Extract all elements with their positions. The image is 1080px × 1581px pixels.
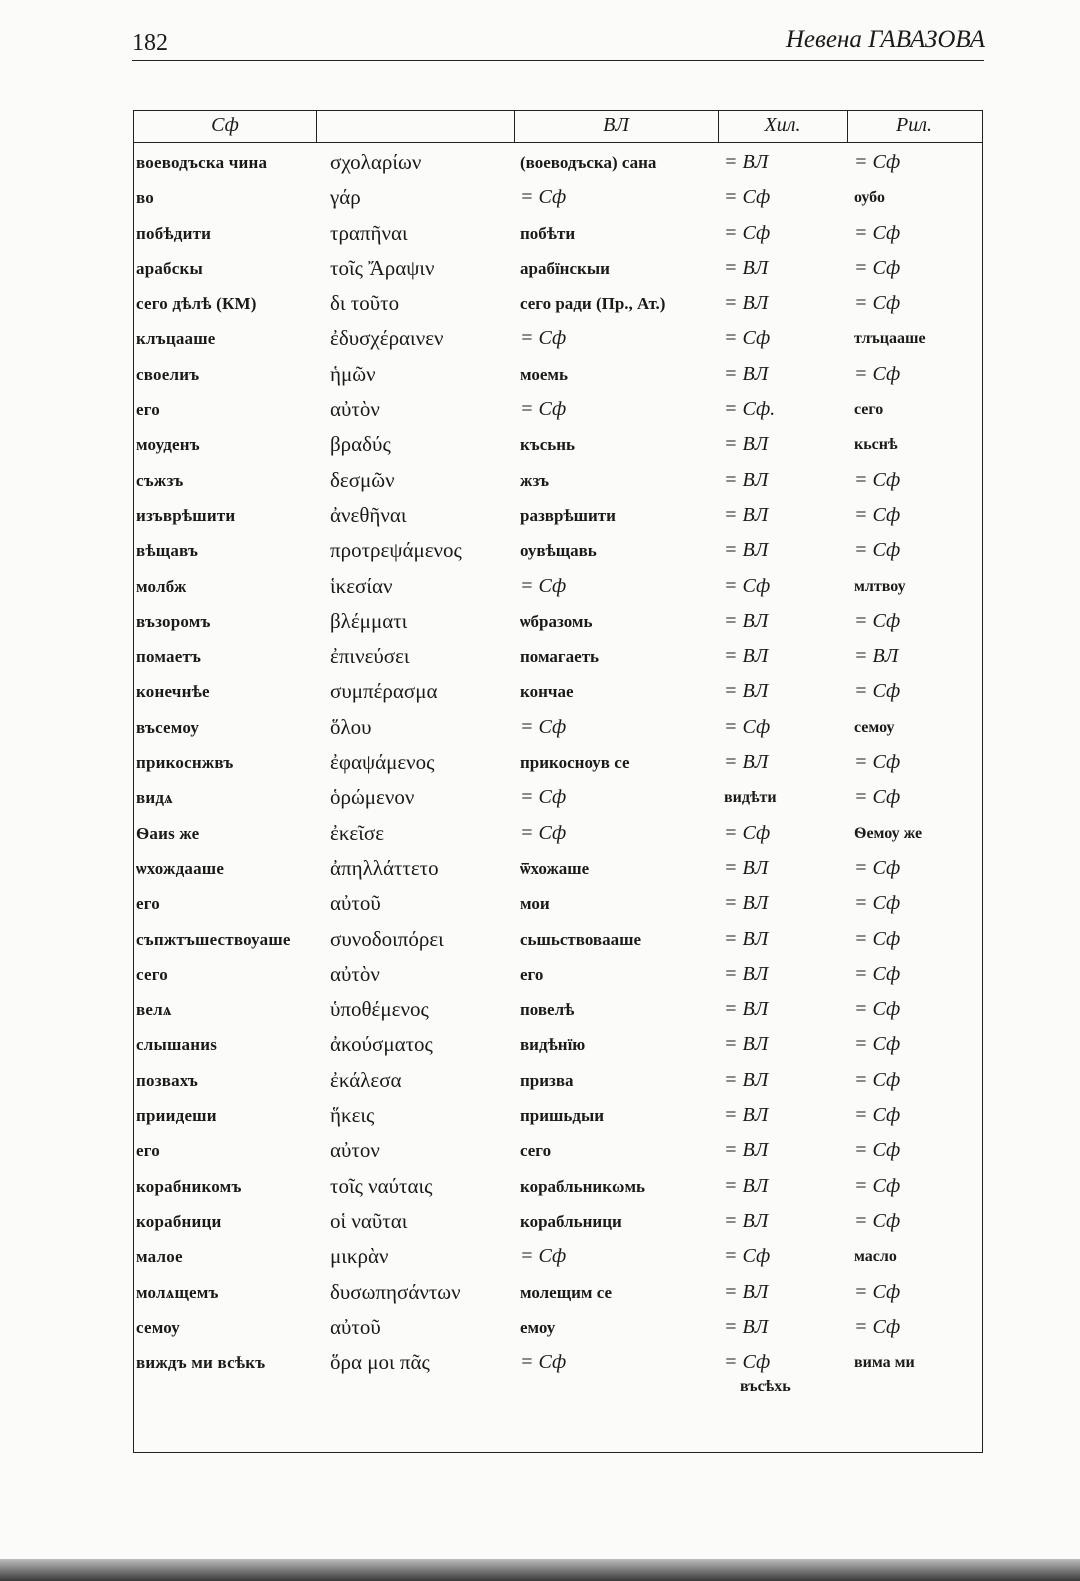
cell-sf: моуденъ	[136, 435, 200, 455]
cell-greek: οἱ ναῦται	[330, 1208, 408, 1233]
cell-greek: ἡμῶν	[330, 361, 376, 386]
cell-vl: = Сф	[520, 715, 567, 738]
table-row	[134, 180, 982, 215]
cell-vl: сьшьствовааше	[520, 929, 641, 949]
cell-ril: = Сф	[854, 292, 901, 315]
table-row	[134, 533, 982, 568]
cell-greek: προτρεψάμενος	[330, 538, 462, 563]
cell-ril: масло	[854, 1248, 897, 1266]
table-row	[134, 1310, 982, 1345]
cell-greek: δεσμῶν	[330, 467, 395, 492]
cell-vl: мои	[520, 894, 550, 914]
comparison-table	[133, 110, 983, 1453]
cell-greek: ἀνεθῆναι	[330, 502, 407, 527]
cell-vl: его	[520, 964, 544, 984]
cell-sf: малое	[136, 1247, 183, 1267]
cell-ril: = Сф	[854, 962, 901, 985]
table-row	[134, 251, 982, 286]
cell-vl: = Сф	[520, 186, 567, 209]
cell-hil: видѣти	[724, 789, 777, 807]
cell-vl: призва	[520, 1070, 574, 1090]
cell-sf: видѧ	[136, 788, 173, 808]
table-row	[134, 145, 982, 180]
cell-vl: ѡбразомь	[520, 611, 593, 631]
cell-hil: = Сф	[724, 1351, 771, 1374]
cell-sf: изъврѣшити	[136, 505, 236, 525]
cell-hil: = ВЛ	[724, 151, 769, 173]
cell-sf: его	[136, 1141, 160, 1161]
table-row	[134, 992, 982, 1027]
cell-greek: ὅρα μοι πᾶς	[330, 1350, 430, 1375]
table-body	[134, 145, 982, 1380]
cell-hil: = Сф	[724, 186, 771, 209]
cell-greek: τοῖς ναύταις	[330, 1173, 433, 1198]
cell-sf: велѧ	[136, 1000, 172, 1020]
cell-greek: ἀπηλλάττετο	[330, 855, 439, 880]
cell-vl: = Сф	[520, 786, 567, 809]
cell-sf: конечнѣе	[136, 682, 210, 702]
cell-hil: = ВЛ	[724, 856, 769, 879]
cell-greek: δυσωπησάντων	[330, 1279, 461, 1304]
continuation-text: въсѣхь	[740, 1378, 791, 1395]
cell-vl: = Сф	[520, 327, 567, 350]
cell-vl: видѣнїю	[520, 1035, 586, 1055]
cell-ril: = Сф	[854, 927, 901, 950]
cell-hil: = Сф	[724, 574, 771, 597]
table-row	[134, 851, 982, 886]
table-row	[134, 216, 982, 251]
cell-ril: = Сф	[854, 1104, 901, 1127]
cell-greek: δι τοῦτο	[330, 291, 400, 316]
cell-sf: прикоснжвъ	[136, 753, 234, 773]
cell-ril: = Сф	[854, 221, 901, 244]
cell-hil: = ВЛ	[724, 468, 769, 491]
cell-vl: късьнь	[520, 435, 576, 455]
cell-vl: ѿхожаше	[520, 858, 590, 878]
cell-hil: = Сф	[724, 1245, 771, 1268]
table-row	[134, 498, 982, 533]
cell-vl: разврѣшити	[520, 505, 616, 525]
cell-greek: ὑποθέμενος	[330, 997, 429, 1022]
cell-hil: = ВЛ	[724, 998, 769, 1021]
cell-sf: помаетъ	[136, 647, 202, 667]
table-row	[134, 1239, 982, 1274]
cell-hil: = ВЛ	[724, 292, 769, 315]
running-head: Невена ГАВАЗОВА	[785, 26, 985, 53]
cell-greek: ἱκεσίαν	[330, 573, 393, 598]
cell-vl: корабльникωмь	[520, 1176, 646, 1196]
cell-sf: семоу	[136, 1317, 181, 1337]
table-row	[134, 1345, 982, 1380]
table-row	[134, 639, 982, 674]
cell-vl: = Сф	[520, 821, 567, 844]
table-row	[134, 1027, 982, 1062]
cell-vl: сего	[520, 1141, 552, 1161]
cell-greek: τοῖς Ἄραψιν	[330, 255, 435, 280]
cell-vl: побѣти	[520, 223, 576, 243]
cell-greek: μικρὰν	[330, 1244, 389, 1269]
table-row	[134, 1133, 982, 1168]
cell-sf: приидеши	[136, 1106, 217, 1126]
column-header-vl: ВЛ	[603, 114, 629, 136]
cell-sf: ѡхождааше	[136, 858, 225, 878]
cell-greek: αὐτοῦ	[330, 1314, 381, 1339]
cell-ril: = Сф	[854, 751, 901, 774]
cell-greek: ὅλου	[330, 714, 372, 739]
cell-sf: молѧщемъ	[136, 1282, 219, 1302]
scan-edge	[0, 1559, 1080, 1581]
cell-ril: = Сф	[854, 503, 901, 526]
cell-ril: = Сф	[854, 998, 901, 1021]
cell-sf: сего	[136, 964, 168, 984]
cell-hil: = Сф	[724, 715, 771, 738]
cell-sf: молбж	[136, 576, 187, 596]
cell-ril: = ВЛ	[854, 645, 899, 668]
table-row	[134, 569, 982, 604]
cell-sf: сего дѣлѣ (КМ)	[136, 294, 257, 314]
cell-hil: = Сф	[724, 327, 771, 350]
table-row	[134, 286, 982, 321]
cell-vl: прикосноув се	[520, 753, 630, 773]
table-row	[134, 745, 982, 780]
table-row	[134, 710, 982, 745]
cell-ril: вима ми	[854, 1354, 915, 1372]
cell-vl: = Сф	[520, 1351, 567, 1374]
cell-sf: възоромъ	[136, 611, 211, 631]
table-row	[134, 674, 982, 709]
cell-sf: своелиъ	[136, 364, 200, 384]
page-number: 182	[132, 30, 168, 56]
cell-sf: во	[136, 188, 154, 208]
cell-greek: γάρ	[330, 185, 361, 210]
cell-ril: сего	[854, 401, 884, 419]
cell-ril: = Сф	[854, 1174, 901, 1197]
table-row	[134, 604, 982, 639]
cell-vl: = Сф	[520, 574, 567, 597]
cell-sf: арабскы	[136, 258, 203, 278]
table-row	[134, 321, 982, 356]
cell-ril: = Сф	[854, 786, 901, 809]
cell-greek: ὁρώμενον	[330, 785, 415, 810]
cell-sf: корабници	[136, 1211, 222, 1231]
cell-vl: = Сф	[520, 398, 567, 421]
table-row	[134, 957, 982, 992]
cell-hil: = Сф	[724, 221, 771, 244]
cell-sf: Ѳаиѕ же	[136, 823, 200, 843]
cell-sf: побѣдити	[136, 223, 212, 243]
cell-greek: αὐτὸν	[330, 961, 380, 986]
cell-vl: сего ради (Пр., Ат.)	[520, 294, 666, 314]
cell-vl: жзъ	[520, 470, 549, 490]
cell-hil: = ВЛ	[724, 362, 769, 385]
header-row-rule	[134, 142, 982, 143]
cell-hil: = ВЛ	[724, 680, 769, 703]
table-row	[134, 886, 982, 921]
cell-sf: воеводъска чина	[136, 153, 268, 172]
table-row	[134, 357, 982, 392]
cell-hil: = ВЛ	[724, 1174, 769, 1197]
cell-ril: кьснѣ	[854, 436, 898, 454]
cell-greek: συμπέρασμα	[330, 679, 438, 704]
cell-ril: = Сф	[854, 362, 901, 385]
cell-vl: пришьдыи	[520, 1106, 605, 1126]
column-header-sf: Сф	[211, 114, 239, 136]
cell-greek: ἐπινεύσει	[330, 644, 410, 669]
table-row	[134, 1275, 982, 1310]
cell-ril: = Сф	[854, 892, 901, 915]
cell-sf: въсемоу	[136, 717, 200, 737]
cell-vl: кончае	[520, 682, 574, 702]
table-row	[134, 1098, 982, 1133]
cell-ril: тлъцааше	[854, 330, 926, 348]
cell-sf: корабникомъ	[136, 1176, 242, 1196]
column-header-ril: Рил.	[896, 114, 932, 136]
table-row	[134, 780, 982, 815]
cell-hil: = ВЛ	[724, 609, 769, 632]
cell-sf: съпжтъшествоуаше	[136, 929, 291, 949]
cell-greek: ἥκεις	[330, 1103, 375, 1128]
table-row	[134, 1169, 982, 1204]
cell-ril: = Сф	[854, 1033, 901, 1056]
cell-ril: = Сф	[854, 680, 901, 703]
cell-greek: αὐτοῦ	[330, 891, 381, 916]
column-divider	[316, 111, 317, 142]
cell-sf: его	[136, 400, 160, 420]
cell-sf: съжзъ	[136, 470, 184, 490]
cell-greek: ἐκεῖσε	[330, 820, 385, 845]
cell-hil: = ВЛ	[724, 927, 769, 950]
cell-hil: = ВЛ	[724, 1033, 769, 1056]
cell-hil: = ВЛ	[724, 1139, 769, 1162]
cell-vl: = Сф	[520, 1245, 567, 1268]
cell-sf: его	[136, 894, 160, 914]
cell-ril: оубо	[854, 189, 885, 207]
table-row	[134, 392, 982, 427]
table-row	[134, 816, 982, 851]
cell-vl: емоу	[520, 1317, 556, 1337]
cell-greek: συνοδοιπόρει	[330, 926, 444, 951]
cell-ril: = Сф	[854, 1315, 901, 1338]
cell-hil: = ВЛ	[724, 1104, 769, 1127]
cell-hil: = ВЛ	[724, 256, 769, 279]
cell-ril: = Сф	[854, 256, 901, 279]
cell-ril: = Сф	[854, 1068, 901, 1091]
cell-ril: = Сф	[854, 1280, 901, 1303]
table-row	[134, 1063, 982, 1098]
cell-greek: βραδύς	[330, 432, 391, 457]
cell-hil: = ВЛ	[724, 539, 769, 562]
cell-hil: = Сф.	[724, 398, 776, 421]
cell-hil: = ВЛ	[724, 751, 769, 774]
cell-ril: = Сф	[854, 468, 901, 491]
cell-greek: ἐφαψάμενος	[330, 750, 435, 775]
cell-greek: βλέμματι	[330, 608, 408, 633]
cell-hil: = ВЛ	[724, 503, 769, 526]
cell-greek: αὐτον	[330, 1138, 380, 1163]
cell-greek: αὐτὸν	[330, 397, 380, 422]
cell-greek: ἐδυσχέραινεν	[330, 326, 444, 351]
cell-vl: корабльници	[520, 1211, 622, 1231]
cell-vl: помагаеть	[520, 647, 600, 667]
table-row	[134, 463, 982, 498]
cell-ril: = Сф	[854, 1209, 901, 1232]
column-header-hil: Хил.	[764, 114, 801, 136]
cell-greek: σχολαρίων	[330, 150, 422, 174]
cell-sf: слышаниѕ	[136, 1035, 218, 1055]
cell-ril: = Сф	[854, 856, 901, 879]
table-row	[134, 427, 982, 462]
cell-ril: = Сф	[854, 1139, 901, 1162]
cell-ril: семоу	[854, 718, 895, 736]
cell-vl: оувѣщавь	[520, 541, 597, 561]
cell-greek: ἐκάλεσα	[330, 1067, 402, 1092]
cell-vl: арабїнскыи	[520, 258, 610, 278]
cell-hil: = ВЛ	[724, 1315, 769, 1338]
cell-hil: = ВЛ	[724, 433, 769, 456]
cell-vl: моемь	[520, 364, 568, 384]
header-rule	[132, 60, 984, 61]
table-row	[134, 1204, 982, 1239]
cell-sf: виждъ ми всѣкъ	[136, 1353, 266, 1373]
cell-hil: = Сф	[724, 821, 771, 844]
cell-hil: = ВЛ	[724, 962, 769, 985]
cell-vl: молещим се	[520, 1282, 612, 1302]
cell-ril: = Сф	[854, 151, 901, 173]
table-row	[134, 922, 982, 957]
cell-hil: = ВЛ	[724, 645, 769, 668]
cell-vl: повелѣ	[520, 1000, 575, 1020]
cell-ril: = Сф	[854, 609, 901, 632]
cell-hil: = ВЛ	[724, 892, 769, 915]
cell-hil: = ВЛ	[724, 1280, 769, 1303]
cell-sf: клъцааше	[136, 329, 216, 349]
cell-hil: = ВЛ	[724, 1209, 769, 1232]
cell-greek: ἀκούσματος	[330, 1032, 433, 1057]
cell-sf: вѣщавъ	[136, 541, 199, 561]
cell-sf: позвахъ	[136, 1070, 198, 1090]
cell-ril: = Сф	[854, 539, 901, 562]
cell-hil: = ВЛ	[724, 1068, 769, 1091]
cell-vl: (воеводъска) сана	[520, 153, 657, 172]
cell-ril: млтвоу	[854, 577, 906, 595]
cell-greek: τραπῆναι	[330, 220, 408, 245]
cell-ril: Ѳемоу же	[854, 824, 923, 842]
